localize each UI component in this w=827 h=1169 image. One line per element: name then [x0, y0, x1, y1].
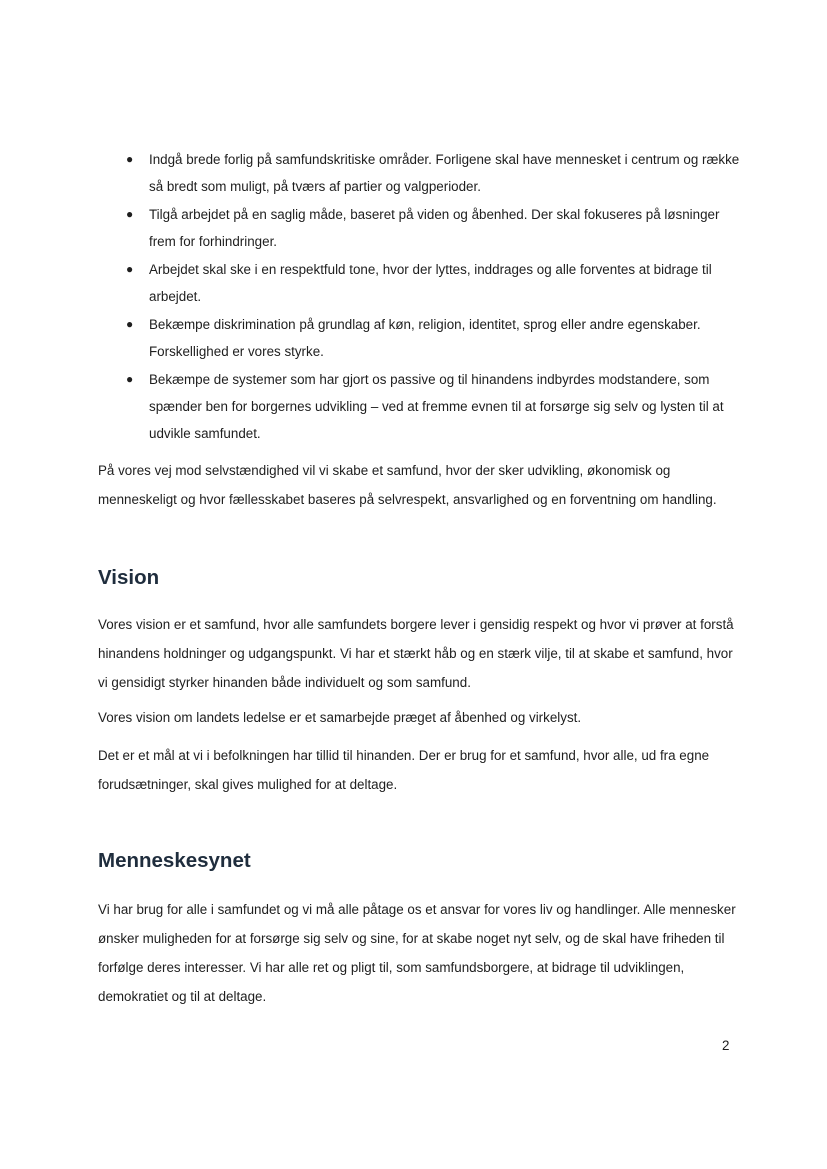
- bullet-item: [120, 256, 740, 310]
- bullet-item: [120, 366, 740, 447]
- bullet-item: [120, 146, 740, 200]
- bullet-icon: ●: [126, 152, 134, 166]
- bullet-item: [120, 311, 740, 365]
- menneskesynet-paragraph: Vi har brug for alle i samfundet og vi må alle påtage os et ansvar for vores liv og handlinger. Alle mennesker ønsker muligheden for at forsørge sig selv og sine, for at skabe noget nyt selv, og de skal have friheden til forfølge deres interesser. Vi har alle ret og pligt til, som samfundsborgere, at bidrage til udviklingen, demokratiet og til at deltage.: [98, 902, 736, 1004]
- bullet-list: [120, 146, 740, 448]
- vision-paragraph: Det er et mål at vi i befolkningen har tillid til hinanden. Der er brug for et samfund, hvor alle, ud fra egne forudsætninger, skal gives mulighed for at deltage.: [98, 748, 710, 792]
- bullet-icon: ●: [126, 317, 134, 331]
- bullet-text: Bekæmpe de systemer som har gjort os passive og til hinandens indbyrdes modstandere, som spænder ben for borgernes udvikling – ved at fremme evnen til at forsørge sig selv og lysten til at udvikle samfundet.: [149, 372, 724, 441]
- page-number: 2: [722, 1038, 730, 1053]
- bullet-text: Bekæmpe diskrimination på grundlag af køn, religion, identitet, sprog eller andre egenskaber. Forskellighed er vores styrke.: [149, 317, 701, 359]
- menneskesynet-heading: Menneskesynet: [98, 849, 251, 872]
- vision-paragraph: Vores vision om landets ledelse er et samarbejde præget af åbenhed og virkelyst.: [98, 710, 582, 725]
- vision-heading: Vision: [98, 566, 160, 589]
- bullet-text: Indgå brede forlig på samfundskritiske områder. Forligene skal have mennesket i centrum og række så bredt som muligt, på tværs af partier og valgperioder.: [149, 152, 740, 194]
- bullet-text: Tilgå arbejdet på en saglig måde, baseret på viden og åbenhed. Der skal fokuseres på løsninger frem for forhindringer.: [149, 207, 720, 249]
- bullet-icon: ●: [126, 372, 134, 386]
- bullet-item: [120, 201, 740, 255]
- bullet-icon: ●: [126, 207, 134, 221]
- intro-paragraph: På vores vej mod selvstændighed vil vi skabe et samfund, hvor der sker udvikling, økonomisk og menneskeligt og hvor fællesskabet baseres på selvrespekt, ansvarlighed og en forventning om handling.: [98, 463, 717, 507]
- bullet-text: Arbejdet skal ske i en respektfuld tone, hvor der lyttes, inddrages og alle forventes at bidrage til arbejdet.: [149, 262, 712, 304]
- vision-paragraph: Vores vision er et samfund, hvor alle samfundets borgere lever i gensidig respekt og hvor vi prøver at forstå hinandens holdninger og udgangspunkt. Vi har et stærkt håb og en stærk vilje, til at skabe et samfund, hvor vi gensidigt styrker hinanden både individuelt og som samfund.: [98, 617, 734, 690]
- bullet-icon: ●: [126, 262, 134, 276]
